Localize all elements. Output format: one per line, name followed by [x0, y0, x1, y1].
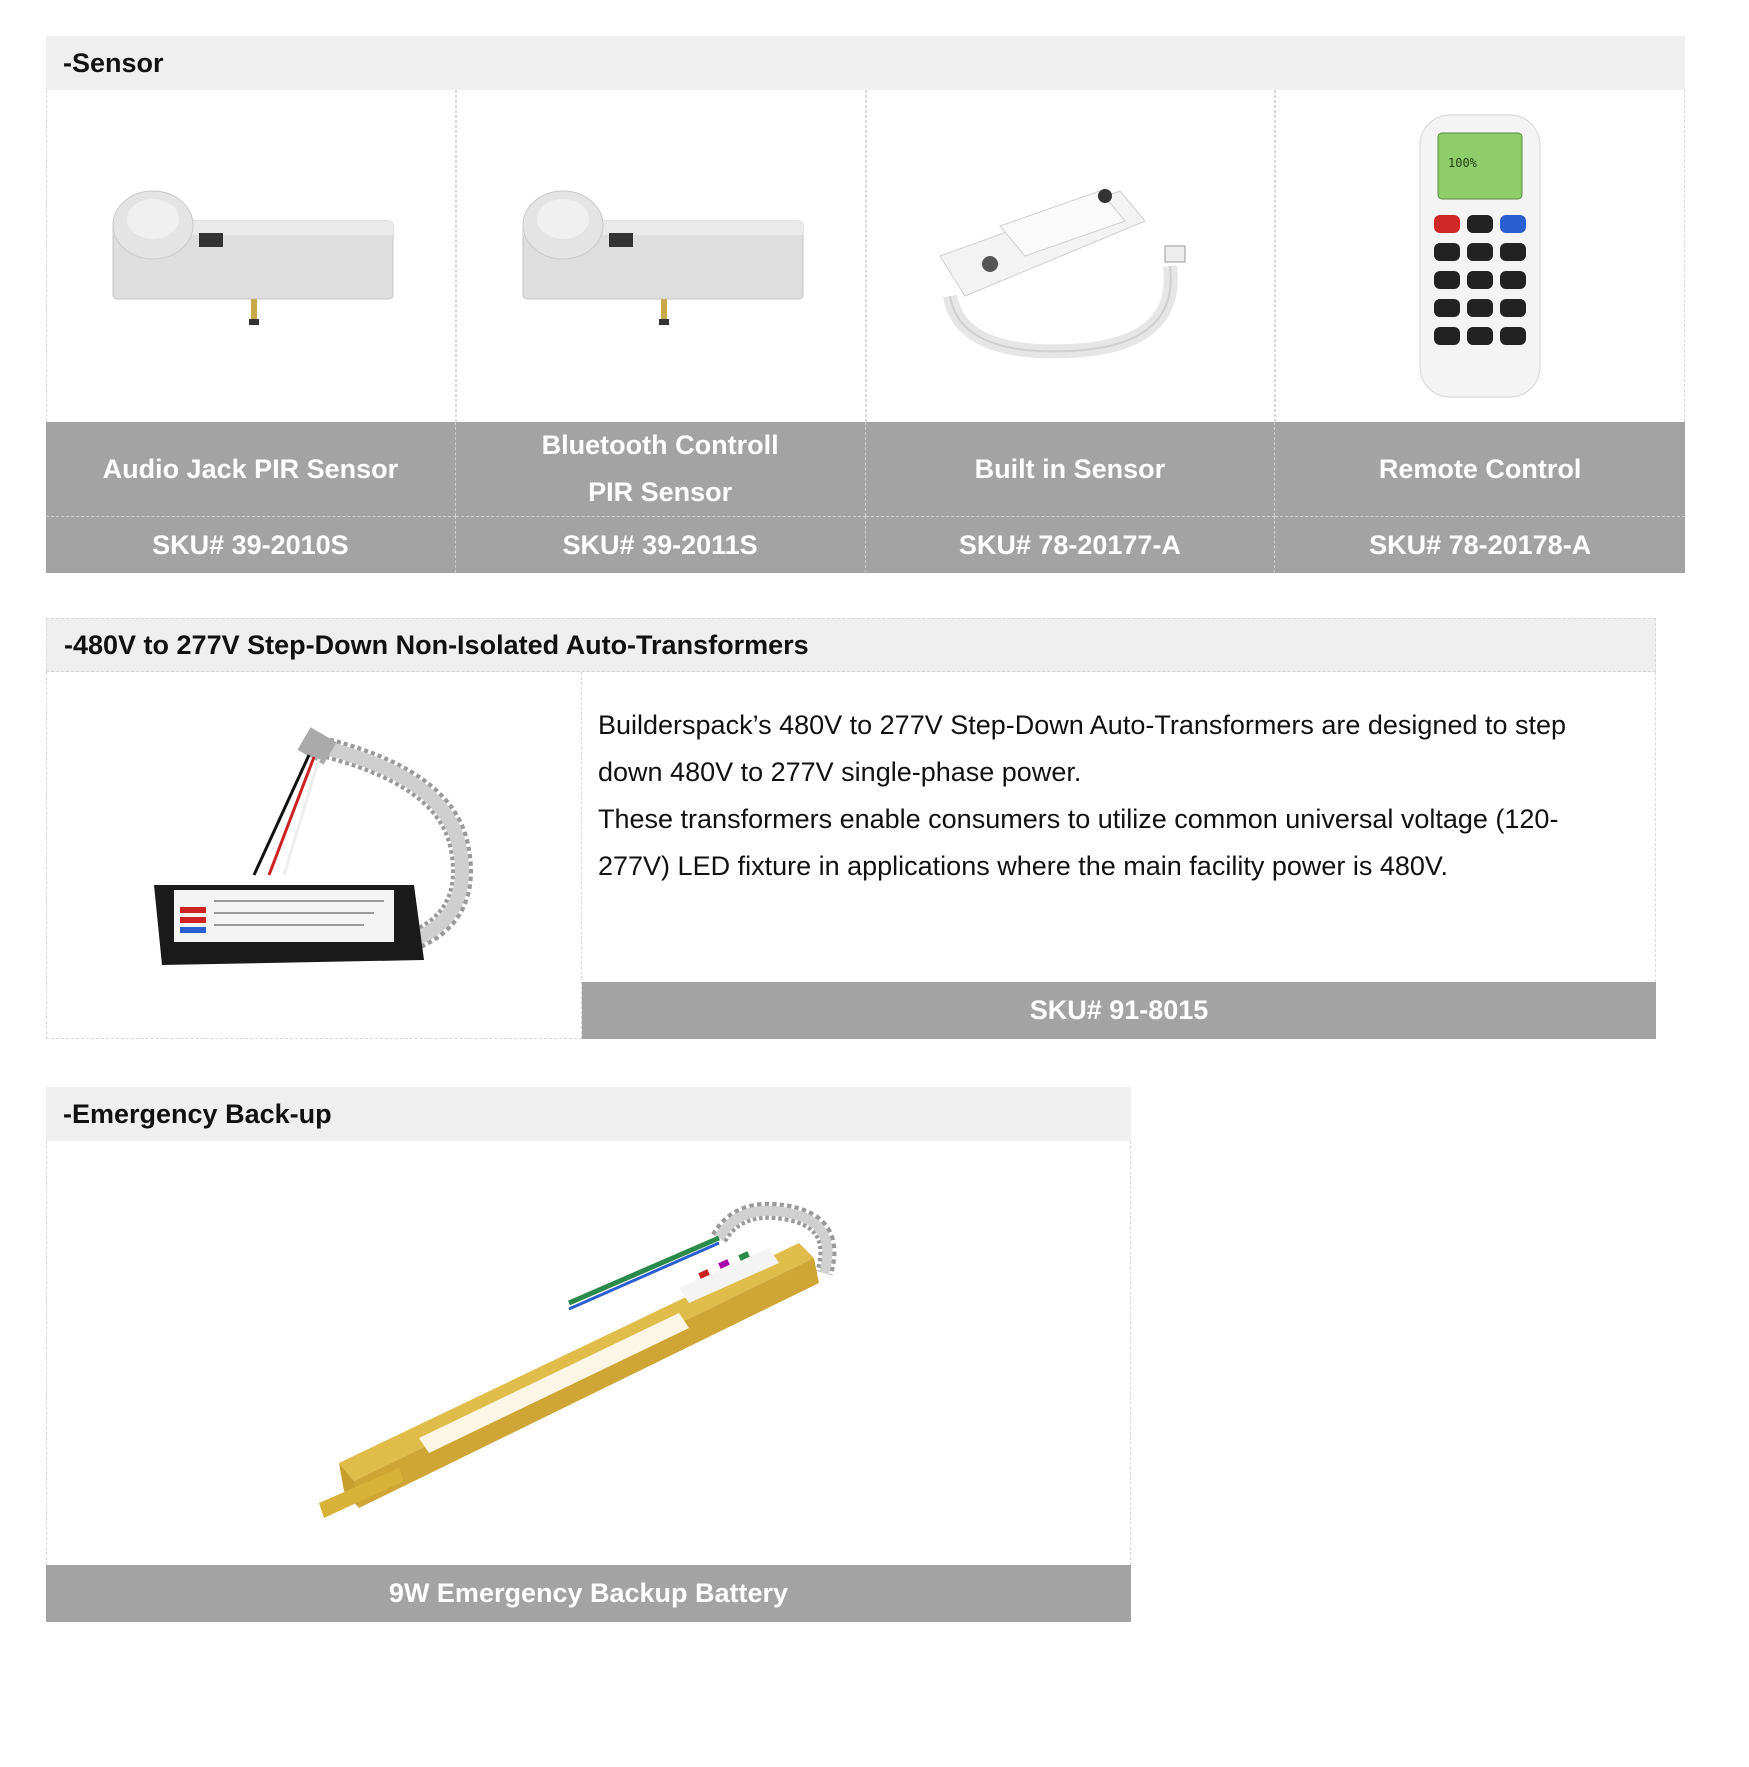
- transformer-section: [46, 618, 1656, 1039]
- transformer-sku: SKU# 91-8015: [582, 982, 1656, 1039]
- sensor-section: [46, 36, 1685, 573]
- product-name: Audio Jack PIR Sensor: [46, 422, 456, 516]
- remote-display-text: 100%: [1448, 156, 1478, 170]
- emergency-section: [46, 1087, 1131, 1622]
- remote-control-image: [1275, 90, 1685, 422]
- auto-transformer-image: [46, 672, 582, 1039]
- emergency-battery-image: [46, 1141, 1131, 1565]
- product-name: Bluetooth Controll PIR Sensor: [456, 422, 866, 516]
- emergency-section-title: -Emergency Back-up: [46, 1087, 1131, 1141]
- transformer-description: [582, 672, 1656, 982]
- product-sku: SKU# 78-20177-A: [866, 516, 1276, 573]
- sensor-names-row: [46, 422, 1685, 516]
- audio-jack-pir-sensor-image: [46, 90, 456, 422]
- built-in-sensor-image: [866, 90, 1276, 422]
- product-sku: SKU# 78-20178-A: [1275, 516, 1685, 573]
- transformer-section-title: -480V to 277V Step-Down Non-Isolated Auto-Transformers: [46, 618, 1656, 672]
- product-sku: SKU# 39-2010S: [46, 516, 456, 573]
- sensor-images-row: [46, 90, 1685, 422]
- sensor-skus-row: [46, 516, 1685, 573]
- transformer-body: [46, 672, 1656, 1039]
- product-name: Built in Sensor: [866, 422, 1276, 516]
- emergency-battery-label: 9W Emergency Backup Battery: [46, 1565, 1131, 1622]
- bluetooth-pir-sensor-image: [456, 90, 866, 422]
- sensor-section-title: -Sensor: [46, 36, 1685, 90]
- description-paragraph: Builderspack’s 480V to 277V Step-Down Auto-Transformers are designed to step down 480V to 277V single-phase power.: [598, 710, 1567, 787]
- description-paragraph: These transformers enable consumers to utilize common universal voltage (120-277V) LED fixture in applications where the main facility power is 480V.: [598, 804, 1559, 881]
- transformer-details: [582, 672, 1656, 1039]
- product-sku: SKU# 39-2011S: [456, 516, 866, 573]
- product-name: Remote Control: [1275, 422, 1685, 516]
